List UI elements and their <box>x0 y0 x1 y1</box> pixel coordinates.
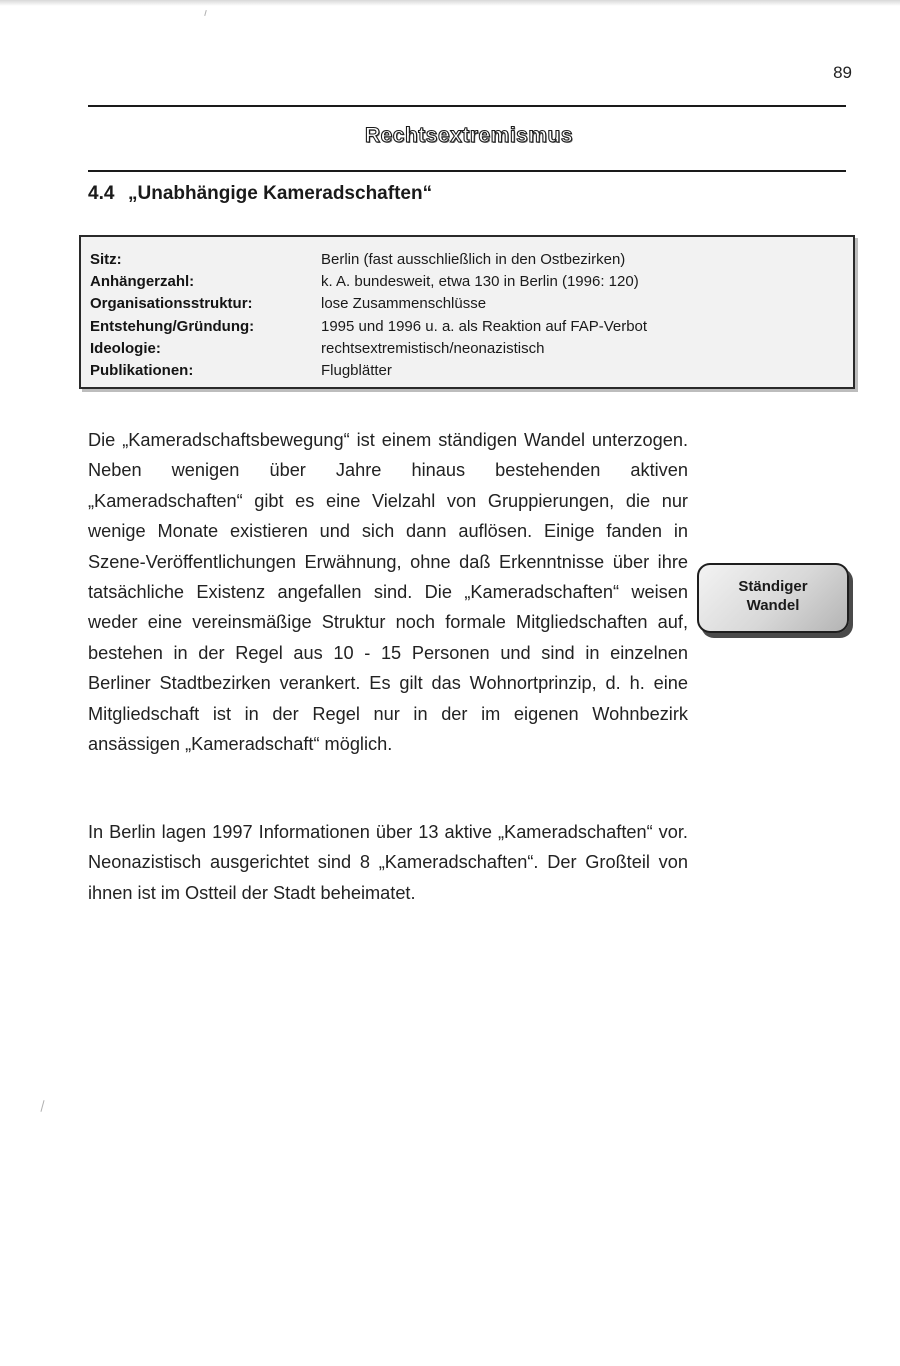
info-label: Ideologie: <box>90 340 161 357</box>
header-rule-bottom <box>88 170 846 172</box>
info-value: k. A. bundesweit, etwa 130 in Berlin (1996: 120) <box>321 273 639 290</box>
margin-note-line-1: Ständiger <box>738 578 808 595</box>
chapter-heading <box>88 183 432 205</box>
margin-note-box <box>697 563 849 633</box>
info-value: Berlin (fast ausschließlich in den Ostbezirken) <box>321 251 626 268</box>
info-label: Anhängerzahl: <box>90 273 195 290</box>
info-value: 1995 und 1996 u. a. als Reaktion auf FAP-Verbot <box>321 318 648 335</box>
chapter-number: 4.4 <box>88 183 115 204</box>
info-value: rechtsextremistisch/neonazistisch <box>321 340 545 357</box>
body-paragraph-1: Die „Kameradschaftsbewegung“ ist einem ständigen Wandel unterzogen. Neben wenigen über Jahre hinaus bestehenden aktiven „Kameradschaften“ gibt es eine Vielzahl von Gruppierungen, die nur wenige Monate existieren und sich dann auflösen. Einige fanden in Szene-Veröffentlichungen Erwähnung, ohne daß Erkenntnisse über ihre tatsächliche Existenz angefallen sind. Die „Kameradschaften“ weisen weder eine vereinsmäßige Struktur noch formale Mitgliedschaften auf, bestehen in der Regel aus 10 - 15 Personen und sind in einzelnen Berliner Stadtbezirken verankert. Es gilt das Wohnortprinzip, d. h. eine Mitgliedschaft ist in der Regel nur in der im eigenen Wohnbezirk ansässigen „Kameradschaft“ möglich. <box>88 430 688 755</box>
section-title: Rechtsextremismus <box>364 124 574 147</box>
info-value: Flugblätter <box>321 362 392 379</box>
info-box <box>79 235 855 389</box>
header-rule-top <box>88 105 846 107</box>
info-label: Organisationsstruktur: <box>90 295 253 312</box>
info-label: Entstehung/Gründung: <box>90 318 255 335</box>
info-value: lose Zusammenschlüsse <box>321 295 487 312</box>
chapter-title: „Unabhängige Kameradschaften“ <box>128 183 433 204</box>
page-number: 89 <box>833 63 852 82</box>
info-label: Publikationen: <box>90 362 194 379</box>
scan-edge-shadow <box>0 0 900 6</box>
info-label: Sitz: <box>90 251 122 268</box>
scan-speck <box>204 10 207 16</box>
margin-note-line-2: Wandel <box>746 597 800 614</box>
body-paragraph-2: In Berlin lagen 1997 Informationen über 13 aktive „Kameradschaften“ vor. Neonazistisch ausgerichtet sind 8 „Kameradschaften“. Der Großteil von ihnen ist im Ostteil der Stadt beheimatet. <box>88 822 688 903</box>
scan-speck <box>40 1100 44 1112</box>
